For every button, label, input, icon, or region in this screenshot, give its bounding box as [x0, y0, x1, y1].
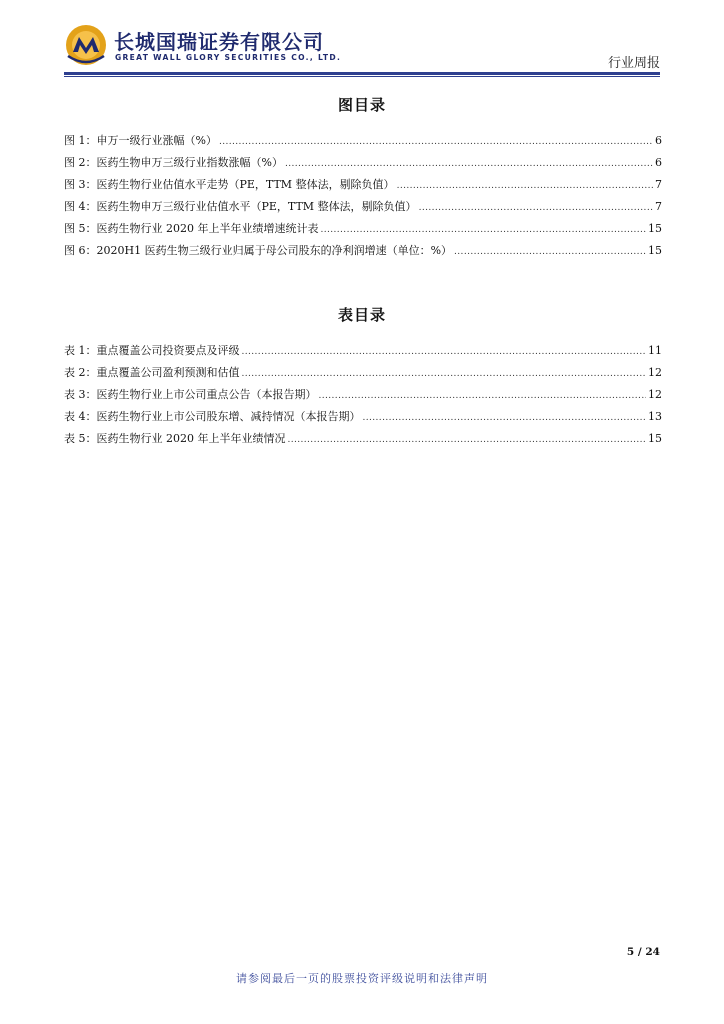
- toc-leader-dots: [219, 137, 653, 147]
- toc-entry-label: 表 5：医药生物行业 2020 年上半年业绩情况: [64, 432, 286, 445]
- tables-toc-title: 表目录: [337, 306, 386, 324]
- toc-entry-figure-5[interactable]: [64, 220, 662, 242]
- toc-entry-table-5[interactable]: [64, 430, 662, 452]
- toc-leader-dots: [242, 369, 647, 379]
- company-name-en: GREAT WALL GLORY SECURITIES CO., LTD.: [115, 53, 342, 62]
- company-name-cn: 长城国瑞证券有限公司: [114, 30, 324, 54]
- toc-entry-page: 7: [655, 178, 662, 191]
- toc-leader-dots: [242, 347, 647, 357]
- toc-leader-dots: [454, 247, 646, 257]
- toc-entry-page: 15: [648, 244, 662, 257]
- toc-entry-figure-6[interactable]: [64, 242, 662, 264]
- toc-entry-page: 12: [648, 388, 662, 401]
- toc-entry-table-4[interactable]: [64, 408, 662, 430]
- toc-entry-label: 图 5：医药生物行业 2020 年上半年业绩增速统计表: [64, 222, 319, 235]
- toc-entry-label: 表 4：医药生物行业上市公司股东增、减持情况（本报告期）: [64, 410, 361, 423]
- toc-entry-page: 6: [655, 156, 662, 169]
- toc-entry-label: 图 1：申万一级行业涨幅（%）: [64, 134, 217, 147]
- toc-entry-label: 图 3：医药生物行业估值水平走势（PE，TTM 整体法，剔除负值）: [64, 178, 395, 191]
- toc-entry-label: 表 1：重点覆盖公司投资要点及评级: [64, 344, 240, 357]
- toc-leader-dots: [419, 203, 653, 213]
- toc-leader-dots: [287, 435, 646, 445]
- toc-entry-label: 图 4：医药生物申万三级行业估值水平（PE，TTM 整体法，剔除负值）: [64, 200, 417, 213]
- company-logo-icon: [64, 24, 108, 66]
- toc-entry-page: 15: [648, 432, 662, 445]
- toc-entry-table-3[interactable]: [64, 386, 662, 408]
- toc-entry-figure-2[interactable]: [64, 154, 662, 176]
- toc-entry-page: 12: [648, 366, 662, 379]
- toc-leader-dots: [320, 225, 646, 235]
- tables-toc-list: [64, 342, 662, 452]
- toc-entry-figure-4[interactable]: [64, 198, 662, 220]
- toc-entry-page: 7: [655, 200, 662, 213]
- toc-entry-figure-1[interactable]: [64, 132, 662, 154]
- toc-entry-table-1[interactable]: [64, 342, 662, 364]
- toc-entry-label: 表 3：医药生物行业上市公司重点公告（本报告期）: [64, 388, 317, 401]
- header-divider: [64, 72, 660, 75]
- toc-entry-page: 6: [655, 134, 662, 147]
- toc-entry-page: 11: [648, 344, 662, 357]
- toc-leader-dots: [319, 391, 647, 401]
- header-divider-thin: [64, 76, 660, 77]
- figures-toc-title: 图目录: [337, 96, 386, 114]
- figures-toc-list: [64, 132, 662, 264]
- toc-entry-label: 图 6：2020H1 医药生物三级行业归属于母公司股东的净利润增速（单位：%）: [64, 244, 453, 257]
- toc-entry-label: 图 2：医药生物申万三级行业指数涨幅（%）: [64, 156, 283, 169]
- toc-entry-figure-3[interactable]: [64, 176, 662, 198]
- toc-leader-dots: [363, 413, 647, 423]
- toc-entry-page: 15: [648, 222, 662, 235]
- toc-entry-table-2[interactable]: [64, 364, 662, 386]
- legal-disclaimer-footer: 请参阅最后一页的股票投资评级说明和法律声明: [236, 972, 488, 985]
- toc-leader-dots: [397, 181, 653, 191]
- toc-entry-page: 13: [648, 410, 662, 423]
- page-number: 5 / 24: [626, 946, 660, 958]
- report-type-label: 行业周报: [607, 56, 660, 71]
- page-header: [64, 22, 662, 74]
- toc-entry-label: 表 2：重点覆盖公司盈利预测和估值: [64, 366, 240, 379]
- toc-leader-dots: [285, 159, 653, 169]
